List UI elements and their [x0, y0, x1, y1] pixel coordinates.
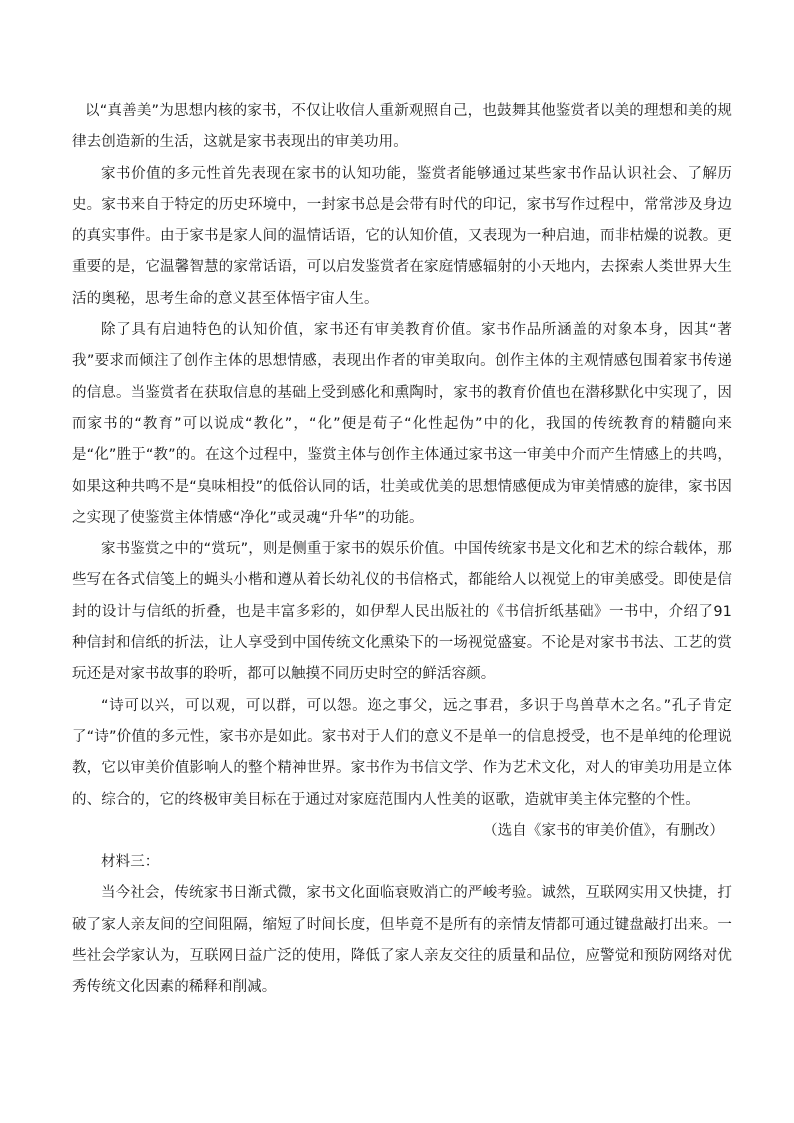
material-three-paragraph: 当今社会，传统家书日渐式微，家书文化面临衰败消亡的严峻考验。诚然，互联网实用又快捷，打破了家人亲友间的空间阻隔，缩短了时间长度，但毕竟不是所有的亲情友情都可通过键盘敲打出来。一些社会学家认为，互联网日益广泛的使用，降低了家人亲友交往的质量和品位，应警觉和预防网络对优秀传统文化因素的稀释和削减。 [72, 885, 732, 996]
material-three-heading: 材料三： [101, 854, 160, 871]
paragraph-aesthetic-function: 以“真善美”为思想内核的家书，不仅让收信人重新观照自己，也鼓舞其他鉴赏者以美的理想和美的规律去创造新的生活，这就是家书表现出的审美功用。 [72, 103, 732, 151]
source-note: （选自《家书的审美价值》，有删改） [483, 822, 724, 839]
paragraph-entertainment-value: 家书鉴赏之中的“赏玩”，则是侧重于家书的娱乐价值。中国传统家书是文化和艺术的综合载体，那些写在各式信笺上的蝇头小楷和遵从着长幼礼仪的书信格式，都能给人以视觉上的审美感受。即使是信封的设计与信纸的折叠，也是丰富多彩的，如伊犁人民出版社的《书信折纸基础》一书中，介绍了91种信封和信纸的折法，让人享受到中国传统文化熏染下的一场视觉盛宴。不论是对家书书法、工艺的赏玩还是对家书故事的聆听，都可以触摸不同历史时空的鲜活容颜。 [72, 541, 732, 683]
paragraph-education-value: 除了具有启迪特色的认知价值，家书还有审美教育价值。家书作品所涵盖的对象本身，因其“著我”要求而倾注了创作主体的思想情感，表现出作者的审美取向。创作主体的主观情感包围着家书传递的信息。当鉴赏者在获取信息的基础上受到感化和熏陶时，家书的教育价值也在潜移默化中实现了，因而家书的“教育”可以说成“教化”，“化”便是荀子“化性起伪”中的化，我国的传统教育的精髓向来是“化”胜于“教”的。在这个过程中，鉴赏主体与创作主体通过家书这一审美中介而产生情感上的共鸣，如果这种共鸣不是“臭味相投”的低俗认同的话，壮美或优美的思想情感便成为审美情感的旋律，家书因之实现了使鉴赏主体情感“净化”或灵魂“升华”的功能。 [72, 322, 732, 526]
paragraph-cognitive-value: 家书价值的多元性首先表现在家书的认知功能，鉴赏者能够通过某些家书作品认识社会、了解历史。家书来自于特定的历史环境中，一封家书总是会带有时代的印记，家书写作过程中，常常涉及身边的真实事件。由于家书是家人间的温情话语，它的认知价值，又表现为一种启迪，而非枯燥的说教。更重要的是，它温馨智慧的家常话语，可以启发鉴赏者在家庭情感辐射的小天地内，去探索人类世界大生活的奥秘，思考生命的意义甚至体悟宇宙人生。 [72, 165, 732, 307]
document-page [72, 96, 732, 1004]
paragraph-confucius-quote: “诗可以兴，可以观，可以群，可以怨。迩之事父，远之事君，多识于鸟兽草木之名。”孔子肯定了“诗”价值的多元性，家书亦是如此。家书对于人们的意义不是单一的信息授受，也不是单纯的伦理说教，它以审美价值影响人的整个精神世界。家书作为书信文学、作为艺术文化，对人的审美功用是立体的、综合的，它的终极审美目标在于通过对家庭范围内人性美的讴歌，造就审美主体完整的个性。 [72, 697, 732, 808]
